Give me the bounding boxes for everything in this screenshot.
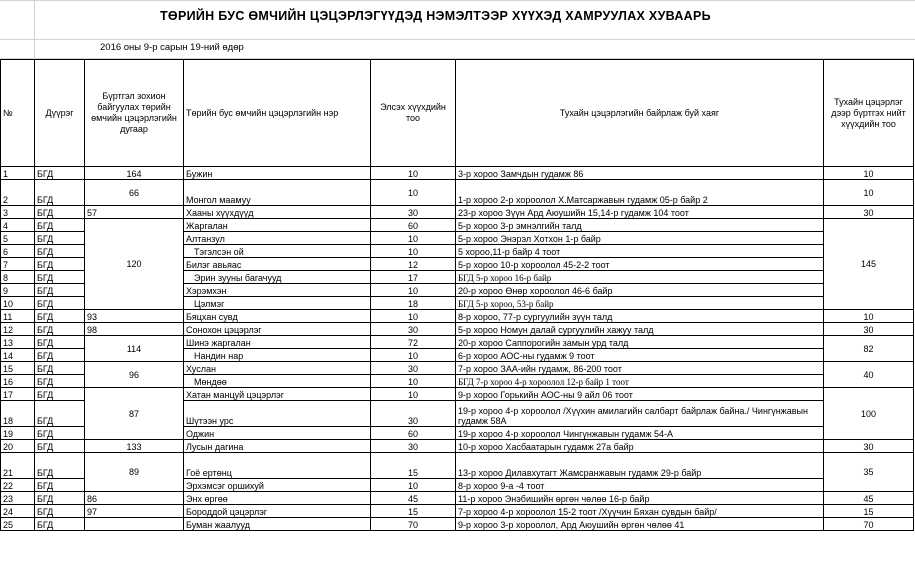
cell-name: Билэг авьяас — [184, 258, 371, 271]
cell-name: Шүтээн урс — [184, 401, 371, 427]
cell-address: 7-р хороо ЗАА-ийн гудамж, 86-200 тоот — [456, 362, 824, 375]
cell-count: 10 — [371, 479, 456, 492]
cell-no: 10 — [1, 297, 35, 310]
cell-name: Энх өргөө — [184, 492, 371, 505]
cell-total: 145 — [824, 219, 914, 310]
cell-reg: 96 — [85, 362, 184, 388]
cell-reg: 66 — [85, 180, 184, 206]
cell-address: БГД 7-р хороо 4-р хороолол 12-р байр 1 тоот — [456, 375, 824, 388]
table-row — [1, 518, 914, 531]
cell-district: БГД — [35, 232, 85, 245]
table-row — [1, 453, 914, 479]
cell-no: 12 — [1, 323, 35, 336]
cell-address: 11-р хороо Энэбишийн өргөн чөлөө 16-р байр — [456, 492, 824, 505]
cell-district: БГД — [35, 245, 85, 258]
cell-count: 30 — [371, 323, 456, 336]
cell-reg: 97 — [85, 505, 184, 518]
cell-district: БГД — [35, 323, 85, 336]
cell-address: 5-р хороо Энэрэл Хотхон 1-р байр — [456, 232, 824, 245]
cell-name: Жаргалан — [184, 219, 371, 232]
cell-address: 19-р хороо 4-р хороолол /Хүүхин амилагийн салбарт байрлаж байна./ Чингүнжавын гудамж 58А — [456, 401, 824, 427]
cell-name: Гоё ертөнц — [184, 453, 371, 479]
cell-district: БГД — [35, 297, 85, 310]
table-row — [1, 219, 914, 232]
cell-total: 30 — [824, 323, 914, 336]
table-row — [1, 310, 914, 323]
gridline — [0, 0, 915, 1]
kindergarten-allocation-table — [0, 59, 914, 531]
cell-district: БГД — [35, 206, 85, 219]
cell-name: Бяцхан сувд — [184, 310, 371, 323]
cell-name: Бороддой цэцэрлэг — [184, 505, 371, 518]
cell-no: 8 — [1, 271, 35, 284]
table-row — [1, 388, 914, 401]
cell-no: 11 — [1, 310, 35, 323]
cell-reg: 87 — [85, 388, 184, 440]
table-row — [1, 492, 914, 505]
cell-count: 72 — [371, 336, 456, 349]
cell-count: 10 — [371, 232, 456, 245]
cell-count: 60 — [371, 427, 456, 440]
cell-name: Хэрэмхэн — [184, 284, 371, 297]
cell-count: 12 — [371, 258, 456, 271]
table-row — [1, 336, 914, 349]
cell-district: БГД — [35, 375, 85, 388]
cell-total: 15 — [824, 505, 914, 518]
header-total-count: Тухайн цэцэрлэг дээр бүртгэх нийт хүүхдийн тоо — [824, 60, 914, 167]
gridline — [34, 0, 35, 59]
cell-total: 10 — [824, 180, 914, 206]
cell-name: Тэгэлсэн ой — [184, 245, 371, 258]
cell-reg: 164 — [85, 167, 184, 180]
cell-total: 35 — [824, 453, 914, 492]
cell-address: 9-р хороо 3-р хороолол, Ард Аюушийн өргөн чөлөө 41 — [456, 518, 824, 531]
header-registering-kindergarten: Бүртгэл зохион байгуулах төрийн өмчийн цэцэрлэгийн дугаар — [85, 60, 184, 167]
cell-address: 19-р хороо 4-р хороолол Чингүнжавын гудамж 54-А — [456, 427, 824, 440]
cell-address: 8-р хороо 9-а -4 тоот — [456, 479, 824, 492]
cell-district: БГД — [35, 349, 85, 362]
cell-name: Хатан манцуй цэцэрлэг — [184, 388, 371, 401]
cell-no: 21 — [1, 453, 35, 479]
cell-no: 6 — [1, 245, 35, 258]
cell-reg: 86 — [85, 492, 184, 505]
cell-address: 6-р хороо АОС-ны гудамж 9 тоот — [456, 349, 824, 362]
cell-district: БГД — [35, 479, 85, 492]
cell-name: Цэлмэг — [184, 297, 371, 310]
cell-district: БГД — [35, 401, 85, 427]
cell-reg: 57 — [85, 206, 184, 219]
cell-district: БГД — [35, 440, 85, 453]
cell-address: БГД 5-р хороо, 53-р байр — [456, 297, 824, 310]
document-title: ТӨРИЙН БУС ӨМЧИЙН ЦЭЦЭРЛЭГҮҮДЭД НЭМЭЛТЭЭР ХҮҮХЭД ХАМРУУЛАХ ХУВААРЬ — [160, 9, 711, 23]
table-row — [1, 167, 914, 180]
cell-name: Сонохон цэцэрлэг — [184, 323, 371, 336]
cell-count: 10 — [371, 375, 456, 388]
cell-district: БГД — [35, 271, 85, 284]
cell-total: 82 — [824, 336, 914, 362]
cell-district: БГД — [35, 310, 85, 323]
cell-reg: 93 — [85, 310, 184, 323]
cell-count: 10 — [371, 349, 456, 362]
cell-total: 10 — [824, 167, 914, 180]
cell-name: Хуслан — [184, 362, 371, 375]
cell-district: БГД — [35, 505, 85, 518]
cell-no: 1 — [1, 167, 35, 180]
cell-address: БГД 5-р хороо 16-р байр — [456, 271, 824, 284]
cell-total: 45 — [824, 492, 914, 505]
cell-no: 13 — [1, 336, 35, 349]
cell-address: 5-р хороо Номун далай сургуулийн хажуу талд — [456, 323, 824, 336]
cell-district: БГД — [35, 427, 85, 440]
cell-address: 5-р хороо 3-р эмнэлгийн талд — [456, 219, 824, 232]
document-date: 2016 оны 9-р сарын 19-ний өдөр — [100, 42, 244, 53]
cell-no: 16 — [1, 375, 35, 388]
cell-address: 23-р хороо Зүүн Ард Аюушийн 15,14-р гудамж 104 тоот — [456, 206, 824, 219]
cell-no: 9 — [1, 284, 35, 297]
cell-name: Шинэ жаргалан — [184, 336, 371, 349]
cell-address: 20-р хороо Саппорогийн замын урд талд — [456, 336, 824, 349]
cell-total: 30 — [824, 440, 914, 453]
header-enroll-count: Элсэх хүүхдийн тоо — [371, 60, 456, 167]
table-row — [1, 323, 914, 336]
table-row — [1, 180, 914, 206]
cell-no: 20 — [1, 440, 35, 453]
cell-reg: 133 — [85, 440, 184, 453]
cell-district: БГД — [35, 492, 85, 505]
cell-total: 100 — [824, 388, 914, 440]
cell-no: 15 — [1, 362, 35, 375]
cell-count: 10 — [371, 167, 456, 180]
cell-count: 30 — [371, 206, 456, 219]
cell-no: 7 — [1, 258, 35, 271]
cell-count: 45 — [371, 492, 456, 505]
cell-name: Эрхэмсэг оршихуй — [184, 479, 371, 492]
cell-address: 13-р хороо Дилавхутагт Жамсранжавын гудамж 29-р байр — [456, 453, 824, 479]
cell-no: 25 — [1, 518, 35, 531]
cell-name: Лусын дагина — [184, 440, 371, 453]
table-header-row — [1, 60, 914, 167]
cell-count: 10 — [371, 180, 456, 206]
cell-total: 40 — [824, 362, 914, 388]
cell-name: Нандин нар — [184, 349, 371, 362]
cell-reg: 89 — [85, 453, 184, 492]
cell-reg: 98 — [85, 323, 184, 336]
cell-count: 30 — [371, 440, 456, 453]
cell-name: Хааны хүүхдүүд — [184, 206, 371, 219]
cell-count: 30 — [371, 401, 456, 427]
cell-no: 3 — [1, 206, 35, 219]
cell-district: БГД — [35, 180, 85, 206]
cell-district: БГД — [35, 219, 85, 232]
cell-no: 2 — [1, 180, 35, 206]
cell-address: 5 хороо,11-р байр 4 тоот — [456, 245, 824, 258]
cell-address: 20-р хороо Өнөр хороолол 46-6 байр — [456, 284, 824, 297]
cell-address: 3-р хороо Замчдын гудамж 86 — [456, 167, 824, 180]
table-row — [1, 206, 914, 219]
cell-no: 19 — [1, 427, 35, 440]
cell-district: БГД — [35, 258, 85, 271]
cell-count: 60 — [371, 219, 456, 232]
cell-total: 70 — [824, 518, 914, 531]
cell-count: 30 — [371, 362, 456, 375]
cell-name: Оджин — [184, 427, 371, 440]
cell-no: 22 — [1, 479, 35, 492]
cell-no: 18 — [1, 401, 35, 427]
cell-district: БГД — [35, 453, 85, 479]
cell-address: 1-р хороо 2-р хороолол Х.Матсаржавын гудамж 05-р байр 2 — [456, 180, 824, 206]
cell-address: 7-р хороо 4-р хороолол 15-2 тоот /Хүүчин Бяхан сувдын байр/ — [456, 505, 824, 518]
table-row — [1, 440, 914, 453]
cell-count: 17 — [371, 271, 456, 284]
cell-no: 23 — [1, 492, 35, 505]
cell-name: Мөндөө — [184, 375, 371, 388]
header-number: № — [1, 60, 35, 167]
cell-count: 10 — [371, 310, 456, 323]
cell-district: БГД — [35, 518, 85, 531]
cell-count: 10 — [371, 388, 456, 401]
cell-count: 10 — [371, 245, 456, 258]
cell-no: 14 — [1, 349, 35, 362]
header-district: Дүүрэг — [35, 60, 85, 167]
cell-name: Монгол маамуу — [184, 180, 371, 206]
cell-name: Алтанзул — [184, 232, 371, 245]
cell-total: 30 — [824, 206, 914, 219]
cell-address: 8-р хороо, 77-р сургуулийн зүүн талд — [456, 310, 824, 323]
cell-name: Эрин зууны багачууд — [184, 271, 371, 284]
cell-reg: 120 — [85, 219, 184, 310]
cell-address: 10-р хороо Хасбаатарын гудамж 27а байр — [456, 440, 824, 453]
table-row — [1, 362, 914, 375]
cell-reg — [85, 518, 184, 531]
header-address: Тухайн цэцэрлэгийн байрлаж буй хаяг — [456, 60, 824, 167]
cell-district: БГД — [35, 362, 85, 375]
cell-district: БГД — [35, 167, 85, 180]
cell-district: БГД — [35, 388, 85, 401]
table-row — [1, 505, 914, 518]
cell-no: 5 — [1, 232, 35, 245]
cell-count: 15 — [371, 453, 456, 479]
cell-no: 17 — [1, 388, 35, 401]
cell-name: Буман жаалууд — [184, 518, 371, 531]
cell-address: 9-р хороо Горькийн АОС-ны 9 айл 06 тоот — [456, 388, 824, 401]
cell-total: 10 — [824, 310, 914, 323]
cell-address: 5-р хороо 10-р хороолол 45-2-2 тоот — [456, 258, 824, 271]
cell-count: 18 — [371, 297, 456, 310]
cell-count: 70 — [371, 518, 456, 531]
cell-reg: 114 — [85, 336, 184, 362]
cell-no: 4 — [1, 219, 35, 232]
cell-name: Бужин — [184, 167, 371, 180]
header-kindergarten-name: Төрийн бус өмчийн цэцэрлэгийн нэр — [184, 60, 371, 167]
cell-district: БГД — [35, 336, 85, 349]
cell-no: 24 — [1, 505, 35, 518]
cell-count: 15 — [371, 505, 456, 518]
cell-count: 10 — [371, 284, 456, 297]
gridline — [0, 39, 915, 40]
cell-district: БГД — [35, 284, 85, 297]
